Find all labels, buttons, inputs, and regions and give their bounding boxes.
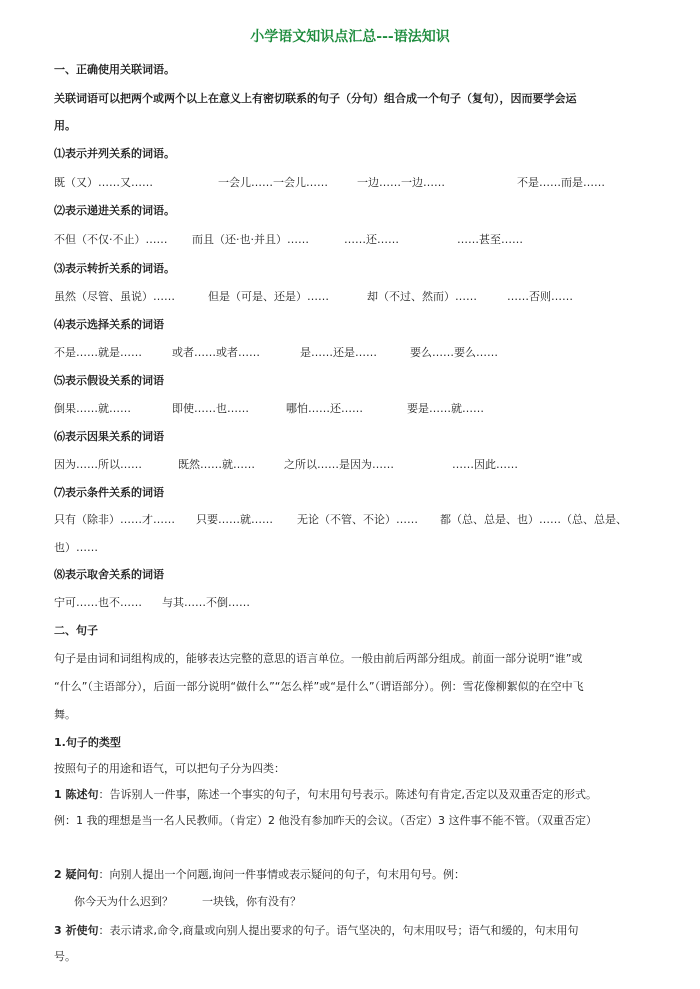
list-item: 不是……而是…… [517, 176, 605, 189]
type3-wrap: 号。 [54, 950, 76, 963]
type2-example-b: 一块钱，你有没有？ [202, 895, 301, 908]
list-item: ……还…… [344, 233, 399, 246]
list-item: 只有（除非）……才…… [54, 513, 175, 526]
group-heading-conditional: ⑺表示条件关系的词语 [54, 486, 164, 499]
list-item: 因为……所以…… [54, 458, 142, 471]
section2-intro-line1: 句子是由词和词组构成的，能够表达完整的意思的语言单位。一般由前后两部分组成。前面一部分说明“谁”或 [54, 652, 583, 665]
list-item: 或者……或者…… [172, 346, 260, 359]
list-item: 要么……要么…… [410, 346, 498, 359]
section2-heading: 二、句子 [54, 624, 98, 637]
type2-line [54, 868, 465, 882]
list-item-wrap: 也）…… [54, 541, 98, 554]
section1-intro-line1: 关联词语可以把两个或两个以上在意义上有密切联系的句子（分句）组合成一个句子（复句），因而要学会运 [54, 92, 577, 105]
group-heading-preference: ⑻表示取舍关系的词语 [54, 568, 164, 581]
type2-example-a: 你今天为什么迟到？ [74, 895, 173, 908]
type2-label: 2 疑问句 [54, 868, 99, 881]
type3-text: ：表示请求,命令,商量或向别人提出要求的句子。语气坚决的，句末用叹号；语气和缓的，句末用句 [98, 924, 579, 937]
list-item: 不是……就是…… [54, 346, 142, 359]
group-heading-alternative: ⑷表示选择关系的词语 [54, 318, 164, 331]
list-item: 只要……就…… [196, 513, 273, 526]
list-item: 是……还是…… [300, 346, 377, 359]
list-item: ……否则…… [507, 290, 573, 303]
list-item: 既（又）……又…… [54, 176, 153, 189]
group-heading-progressive: ⑵表示递进关系的词语。 [54, 204, 175, 217]
type2-text: ：向别人提出一个问题,询问一件事情或表示疑问的句子，句末用句号。例： [98, 868, 465, 881]
list-item: 倒果……就…… [54, 402, 131, 415]
sub1-heading: 1.句子的类型 [54, 736, 121, 749]
list-item: 但是（可是、还是）…… [208, 290, 329, 303]
sub1-intro: 按照句子的用途和语气，可以把句子分为四类： [54, 762, 285, 775]
list-item: 哪怕……还…… [286, 402, 363, 415]
list-item: 要是……就…… [407, 402, 484, 415]
list-item: 既然……就…… [178, 458, 255, 471]
page-title: 小学语文知识点汇总---语法知识 [250, 29, 450, 45]
list-item: 虽然（尽管、虽说）…… [54, 290, 175, 303]
section2-intro-line2: “什么”（主语部分），后面一部分说明“做什么”“怎么样”或“是什么”（谓语部分）。例：雪花像柳絮似的在空中飞 [54, 680, 584, 693]
group-heading-parallel: ⑴表示并列关系的词语。 [54, 147, 175, 160]
list-item: 之所以……是因为…… [284, 458, 394, 471]
group-heading-causal: ⑹表示因果关系的词语 [54, 430, 164, 443]
list-item: ……因此…… [452, 458, 518, 471]
list-item: 一会儿……一会儿…… [218, 176, 328, 189]
list-item: ……甚至…… [457, 233, 523, 246]
list-item: 都（总、总是、也）……（总、总是、 [440, 513, 627, 526]
section2-intro-line3: 舞。 [54, 708, 76, 721]
type3-line [54, 924, 578, 938]
type1-line [54, 788, 597, 802]
type1-text: ：告诉别人一件事，陈述一个事实的句子，句末用句号表示。陈述句有肯定,否定以及双重否定的形式。 [98, 788, 597, 801]
section1-heading: 一、正确使用关联词语。 [54, 63, 175, 76]
list-item: 一边……一边…… [357, 176, 445, 189]
type3-label: 3 祈使句 [54, 924, 99, 937]
list-item: 而且（还·也·并且）…… [192, 233, 309, 246]
list-item: 无论（不管、不论）…… [297, 513, 418, 526]
section1-intro-line2: 用。 [54, 119, 76, 132]
list-item: 即使……也…… [172, 402, 249, 415]
list-item: 不但（不仅·不止）…… [54, 233, 168, 246]
list-item: 却（不过、然而）…… [367, 290, 477, 303]
list-item: 与其……不倒…… [162, 596, 250, 609]
group-heading-hypothetical: ⑸表示假设关系的词语 [54, 374, 164, 387]
list-item: 宁可……也不…… [54, 596, 142, 609]
group-heading-adversative: ⑶表示转折关系的词语。 [54, 262, 175, 275]
type1-example: 例：1 我的理想是当一名人民教师。（肯定）2 他没有参加昨天的会议。（否定）3 这件事不能不管。（双重否定） [54, 814, 597, 827]
type1-label: 1 陈述句 [54, 788, 99, 801]
